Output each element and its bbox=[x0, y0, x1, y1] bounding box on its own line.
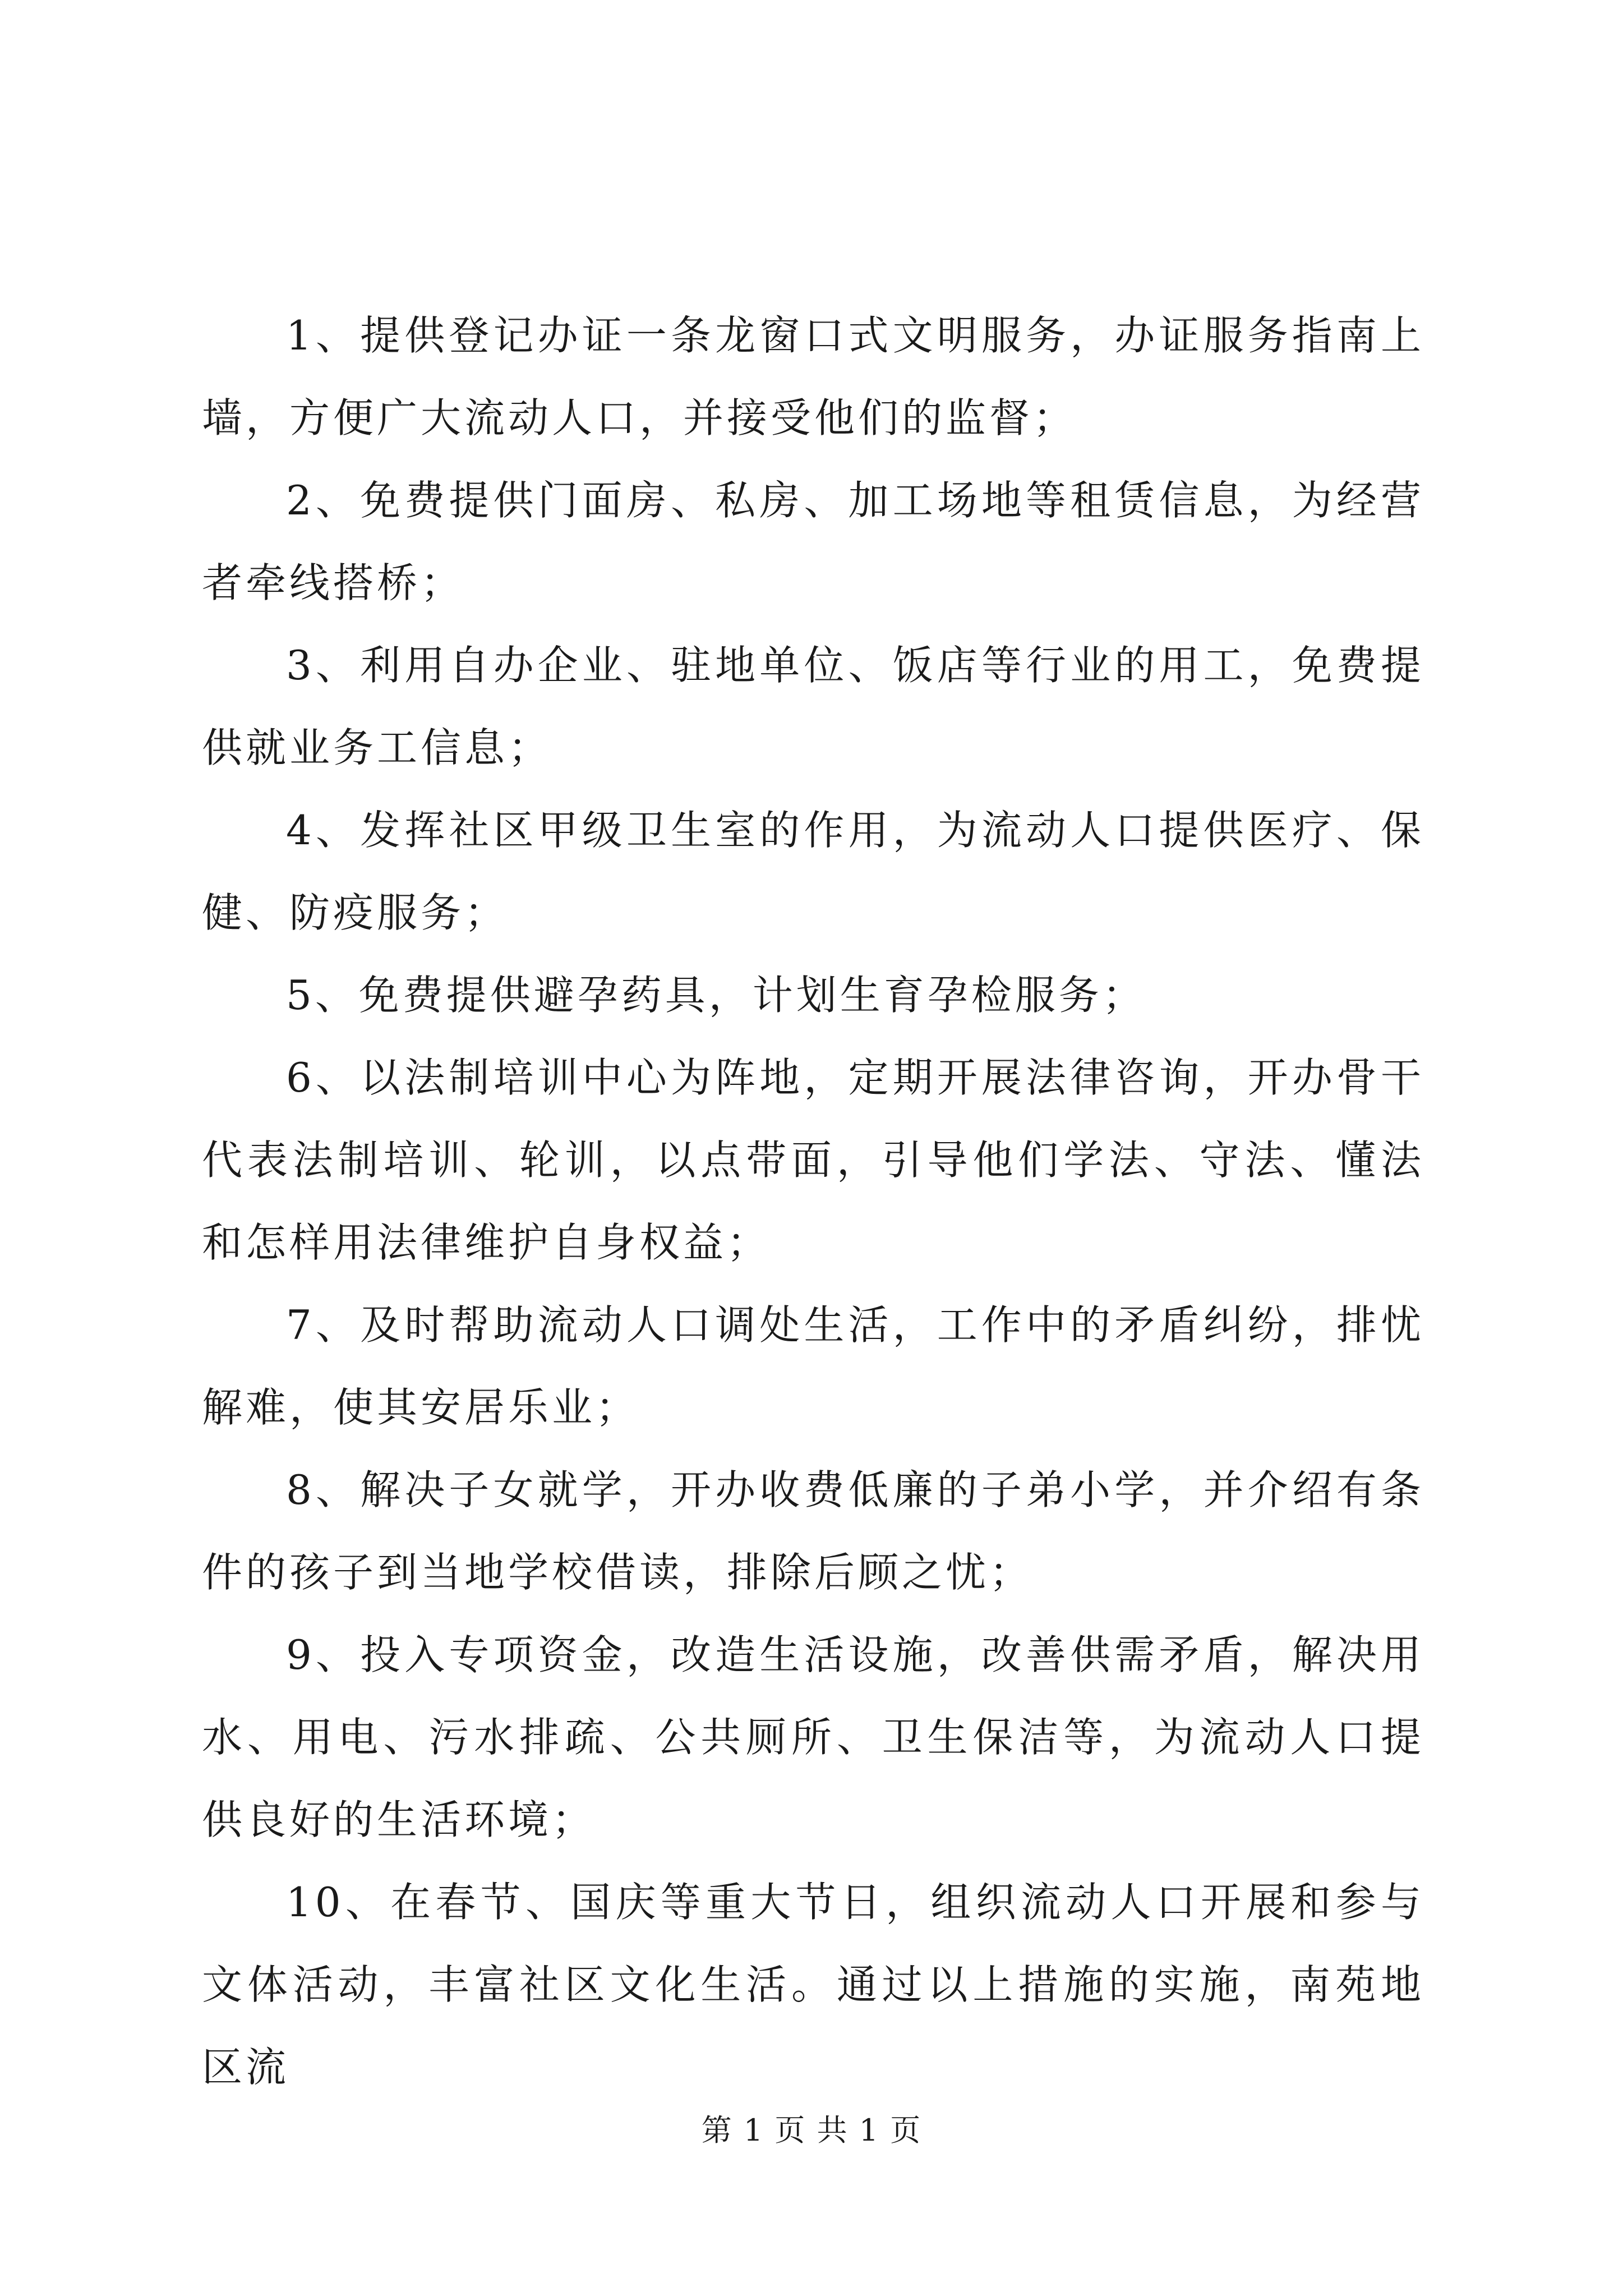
paragraph-item-8: 8、解决子女就学，开办收费低廉的子弟小学，并介绍有条件的孩子到当地学校借读，排除后顾之忧； bbox=[202, 1466, 1424, 1596]
paragraph-item-4: 4、发挥社区甲级卫生室的作用，为流动人口提供医疗、保健、防疫服务； bbox=[202, 807, 1424, 936]
paragraph-item-10: 10、在春节、国庆等重大节日，组织流动人口开展和参与文体活动，丰富社区文化生活。通过以上措施的实施，南苑地区流 bbox=[202, 1879, 1424, 2091]
paragraph-item-6: 6、以法制培训中心为阵地，定期开展法律咨询，开办骨干代表法制培训、轮训，以点带面，引导他们学法、守法、懂法和怎样用法律维护自身权益； bbox=[202, 1054, 1424, 1266]
paragraph-item-9: 9、投入专项资金，改造生活设施，改善供需矛盾，解决用水、用电、污水排疏、公共厕所、卫生保洁等，为流动人口提供良好的生活环境； bbox=[202, 1631, 1424, 1843]
page-footer: 第 1 页 共 1 页 bbox=[701, 2113, 922, 2148]
paragraph-item-5: 5、免费提供避孕药具，计划生育孕检服务； bbox=[286, 972, 1146, 1019]
paragraph-item-1: 1、提供登记办证一条龙窗口式文明服务，办证服务指南上墙，方便广大流动人口，并接受他们的监督； bbox=[202, 312, 1424, 441]
paragraph-item-7: 7、及时帮助流动人口调处生活，工作中的矛盾纠纷，排忧解难，使其安居乐业； bbox=[202, 1301, 1424, 1431]
document-body bbox=[202, 295, 1424, 2109]
paragraph-item-3: 3、利用自办企业、驻地单位、饭店等行业的用工，免费提供就业务工信息； bbox=[202, 642, 1424, 771]
paragraph-item-2: 2、免费提供门面房、私房、加工场地等租赁信息，为经营者牵线搭桥； bbox=[202, 477, 1424, 606]
